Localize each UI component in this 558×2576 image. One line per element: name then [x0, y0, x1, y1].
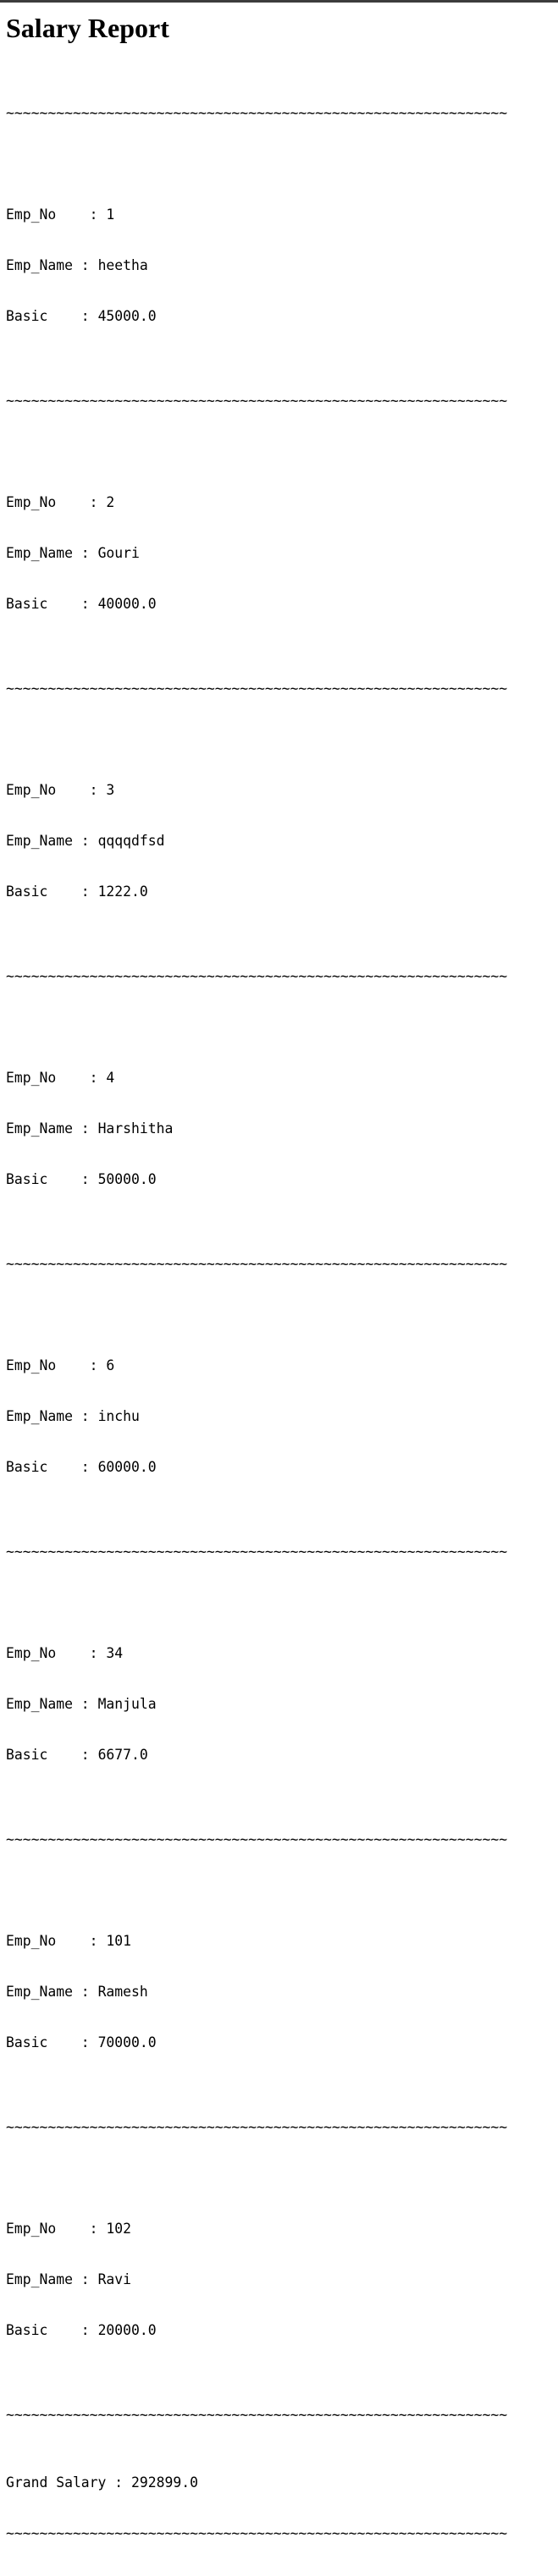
emp-no-line — [6, 494, 558, 511]
basic-line — [6, 1459, 558, 1476]
emp-name-value: Harshitha — [97, 1120, 174, 1137]
emp-no-line — [6, 1357, 558, 1374]
basic-label: Basic : — [6, 1459, 98, 1475]
page — [0, 13, 558, 2576]
emp-name-value: Ramesh — [97, 1984, 148, 2000]
basic-value: 45000.0 — [97, 308, 157, 324]
separator: ~~~~~~~~~~~~~~~~~~~~~~~~~~~~~~~~~~~~~~~~~~~~~~~~~~~~~~~~~~~~ — [6, 2407, 508, 2423]
basic-label: Basic : — [6, 883, 98, 900]
basic-value: 6677.0 — [97, 1747, 148, 1763]
emp-name-line — [6, 1696, 558, 1713]
emp-name-line — [6, 1984, 558, 2001]
employee-record — [6, 460, 558, 647]
basic-value: 40000.0 — [97, 596, 157, 612]
basic-label: Basic : — [6, 1747, 98, 1763]
grand-salary-line — [6, 2474, 558, 2491]
basic-label: Basic : — [6, 308, 98, 324]
basic-value: 60000.0 — [97, 1459, 157, 1475]
emp-no-value: 6 — [106, 1357, 115, 1373]
emp-name-label: Emp_Name : — [6, 1120, 98, 1137]
grand-salary-value: 292899.0 — [131, 2474, 198, 2491]
emp-name-value: heetha — [97, 257, 148, 273]
basic-value: 1222.0 — [97, 883, 148, 900]
emp-name-label: Emp_Name : — [6, 2271, 98, 2287]
employee-record — [6, 1899, 558, 2085]
emp-no-line — [6, 206, 558, 223]
employee-record — [6, 1036, 558, 1222]
emp-no-label: Emp_No : — [6, 782, 107, 798]
emp-no-label: Emp_No : — [6, 1070, 107, 1086]
emp-name-line — [6, 2271, 558, 2288]
emp-no-value: 1 — [106, 206, 115, 223]
emp-no-label: Emp_No : — [6, 2221, 107, 2237]
top-bar — [0, 0, 558, 3]
emp-name-line — [6, 1408, 558, 1425]
employee-record — [6, 1611, 558, 1797]
basic-line — [6, 2034, 558, 2051]
basic-line — [6, 2322, 558, 2339]
emp-no-value: 4 — [106, 1070, 115, 1086]
emp-name-line — [6, 1120, 558, 1137]
emp-no-line — [6, 2221, 558, 2237]
emp-no-label: Emp_No : — [6, 206, 107, 223]
emp-name-label: Emp_Name : — [6, 1696, 98, 1712]
emp-name-line — [6, 833, 558, 850]
emp-name-value: Ravi — [97, 2271, 132, 2287]
separator: ~~~~~~~~~~~~~~~~~~~~~~~~~~~~~~~~~~~~~~~~~~~~~~~~~~~~~~~~~~~~ — [6, 680, 508, 696]
separator: ~~~~~~~~~~~~~~~~~~~~~~~~~~~~~~~~~~~~~~~~~~~~~~~~~~~~~~~~~~~~ — [6, 2525, 508, 2541]
emp-name-value: Manjula — [97, 1696, 157, 1712]
basic-value: 70000.0 — [97, 2034, 157, 2050]
emp-no-line — [6, 1070, 558, 1087]
emp-no-label: Emp_No : — [6, 1645, 107, 1661]
salary-report — [6, 71, 558, 2576]
separator: ~~~~~~~~~~~~~~~~~~~~~~~~~~~~~~~~~~~~~~~~~~~~~~~~~~~~~~~~~~~~ — [6, 1256, 508, 1272]
emp-name-line — [6, 545, 558, 562]
emp-name-line — [6, 257, 558, 274]
emp-name-label: Emp_Name : — [6, 833, 98, 849]
emp-no-value: 34 — [106, 1645, 124, 1661]
emp-name-value: Gouri — [97, 545, 140, 561]
emp-name-label: Emp_Name : — [6, 1984, 98, 2000]
emp-no-label: Emp_No : — [6, 1933, 107, 1949]
employee-record — [6, 173, 558, 359]
separator: ~~~~~~~~~~~~~~~~~~~~~~~~~~~~~~~~~~~~~~~~~~~~~~~~~~~~~~~~~~~~ — [6, 105, 508, 121]
emp-no-value: 3 — [106, 782, 115, 798]
employee-record — [6, 2187, 558, 2373]
emp-name-label: Emp_Name : — [6, 1408, 98, 1424]
emp-no-label: Emp_No : — [6, 494, 107, 510]
separator: ~~~~~~~~~~~~~~~~~~~~~~~~~~~~~~~~~~~~~~~~~~~~~~~~~~~~~~~~~~~~ — [6, 393, 508, 409]
emp-no-label: Emp_No : — [6, 1357, 107, 1373]
emp-name-label: Emp_Name : — [6, 545, 98, 561]
basic-label: Basic : — [6, 2034, 98, 2050]
emp-no-line — [6, 1933, 558, 1950]
grand-salary-label: Grand Salary : — [6, 2474, 132, 2491]
basic-line — [6, 308, 558, 325]
page-title: Salary Report — [6, 13, 169, 43]
separator: ~~~~~~~~~~~~~~~~~~~~~~~~~~~~~~~~~~~~~~~~~~~~~~~~~~~~~~~~~~~~ — [6, 968, 508, 984]
basic-line — [6, 1747, 558, 1764]
emp-name-value: inchu — [97, 1408, 140, 1424]
employee-record — [6, 748, 558, 934]
basic-value: 20000.0 — [97, 2322, 157, 2338]
emp-no-line — [6, 782, 558, 799]
emp-no-value: 2 — [106, 494, 115, 510]
emp-name-value: qqqqdfsd — [97, 833, 165, 849]
emp-no-value: 101 — [106, 1933, 132, 1949]
separator: ~~~~~~~~~~~~~~~~~~~~~~~~~~~~~~~~~~~~~~~~~~~~~~~~~~~~~~~~~~~~ — [6, 2119, 508, 2135]
basic-line — [6, 883, 558, 900]
emp-no-line — [6, 1645, 558, 1662]
basic-label: Basic : — [6, 2322, 98, 2338]
basic-value: 50000.0 — [97, 1171, 157, 1187]
basic-label: Basic : — [6, 1171, 98, 1187]
employee-record — [6, 1324, 558, 1510]
emp-no-value: 102 — [106, 2221, 132, 2237]
emp-name-label: Emp_Name : — [6, 257, 98, 273]
separator: ~~~~~~~~~~~~~~~~~~~~~~~~~~~~~~~~~~~~~~~~~~~~~~~~~~~~~~~~~~~~ — [6, 1831, 508, 1847]
separator: ~~~~~~~~~~~~~~~~~~~~~~~~~~~~~~~~~~~~~~~~~~~~~~~~~~~~~~~~~~~~ — [6, 1544, 508, 1560]
basic-label: Basic : — [6, 596, 98, 612]
basic-line — [6, 1171, 558, 1188]
basic-line — [6, 596, 558, 613]
